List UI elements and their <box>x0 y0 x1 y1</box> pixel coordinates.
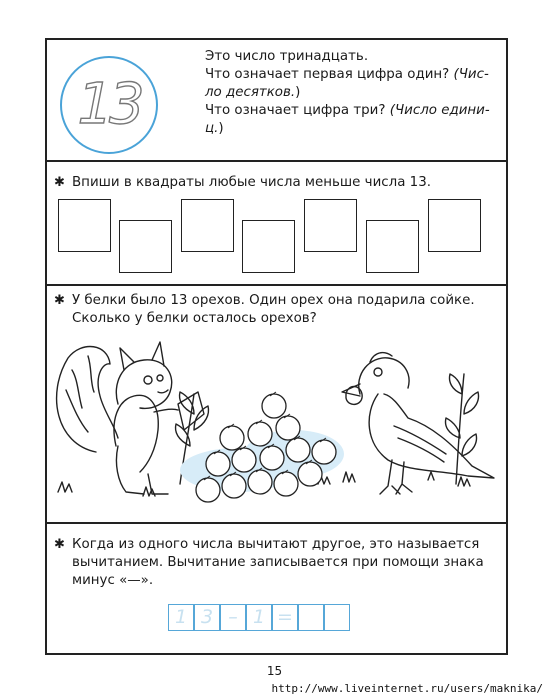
answer-box[interactable] <box>304 199 357 252</box>
cell-sign[interactable]: – <box>220 604 246 631</box>
answer-box[interactable] <box>181 199 234 252</box>
cell-digit[interactable]: 1 <box>246 604 272 631</box>
bullet-star: ✱ <box>54 175 65 190</box>
answer-box[interactable] <box>119 220 172 273</box>
number-circle <box>60 56 158 154</box>
squirrel-jay-illustration <box>48 334 504 514</box>
cell-digit[interactable]: 1 <box>168 604 194 631</box>
task3-line-3: минус «—». <box>72 573 154 588</box>
task1-text: Впиши в квадраты любые числа меньше числа 13. <box>72 175 431 190</box>
bullet-star: ✱ <box>54 537 65 552</box>
task2-line-1: У белки было 13 орехов. Один орех она подарила сойке. <box>72 293 475 308</box>
intro-line-1: Это число тринадцать. <box>205 49 369 64</box>
answer-box[interactable] <box>58 199 111 252</box>
answer-box[interactable] <box>428 199 481 252</box>
answer-box[interactable] <box>366 220 419 273</box>
task2-line-2: Сколько у белки осталось орехов? <box>72 311 317 326</box>
divider <box>45 522 508 524</box>
intro-answer-1a: (Чис- <box>453 67 489 82</box>
intro-question-1: Что означает первая цифра один? <box>205 67 450 82</box>
intro-line-2 <box>205 66 489 83</box>
circle-number: 13 <box>77 72 141 137</box>
task3-line-2: вычитанием. Вычитание записывается при помощи знака <box>72 555 484 570</box>
intro-answer-1b: ло десятков. <box>205 85 296 100</box>
intro-paren-2: ) <box>218 121 224 136</box>
watermark-url: http://www.liveinternet.ru/users/maknika/ <box>271 682 543 695</box>
divider <box>45 160 508 162</box>
task3-line-1: Когда из одного числа вычитают другое, это называется <box>72 537 480 552</box>
intro-line-3 <box>205 84 300 101</box>
answer-box[interactable] <box>242 220 295 273</box>
intro-paren-1: ) <box>295 85 301 100</box>
intro-line-4 <box>205 102 490 119</box>
page-number: 15 <box>266 664 283 678</box>
cell-empty[interactable] <box>298 604 324 631</box>
intro-question-2: Что означает цифра три? <box>205 103 386 118</box>
divider <box>45 284 508 286</box>
intro-answer-2a: (Число едини- <box>389 103 490 118</box>
cell-empty[interactable] <box>324 604 350 631</box>
intro-line-5 <box>205 120 224 137</box>
cell-sign[interactable]: = <box>272 604 298 631</box>
intro-answer-2b: ц. <box>205 121 219 136</box>
bullet-star: ✱ <box>54 293 65 308</box>
cell-digit[interactable]: 3 <box>194 604 220 631</box>
